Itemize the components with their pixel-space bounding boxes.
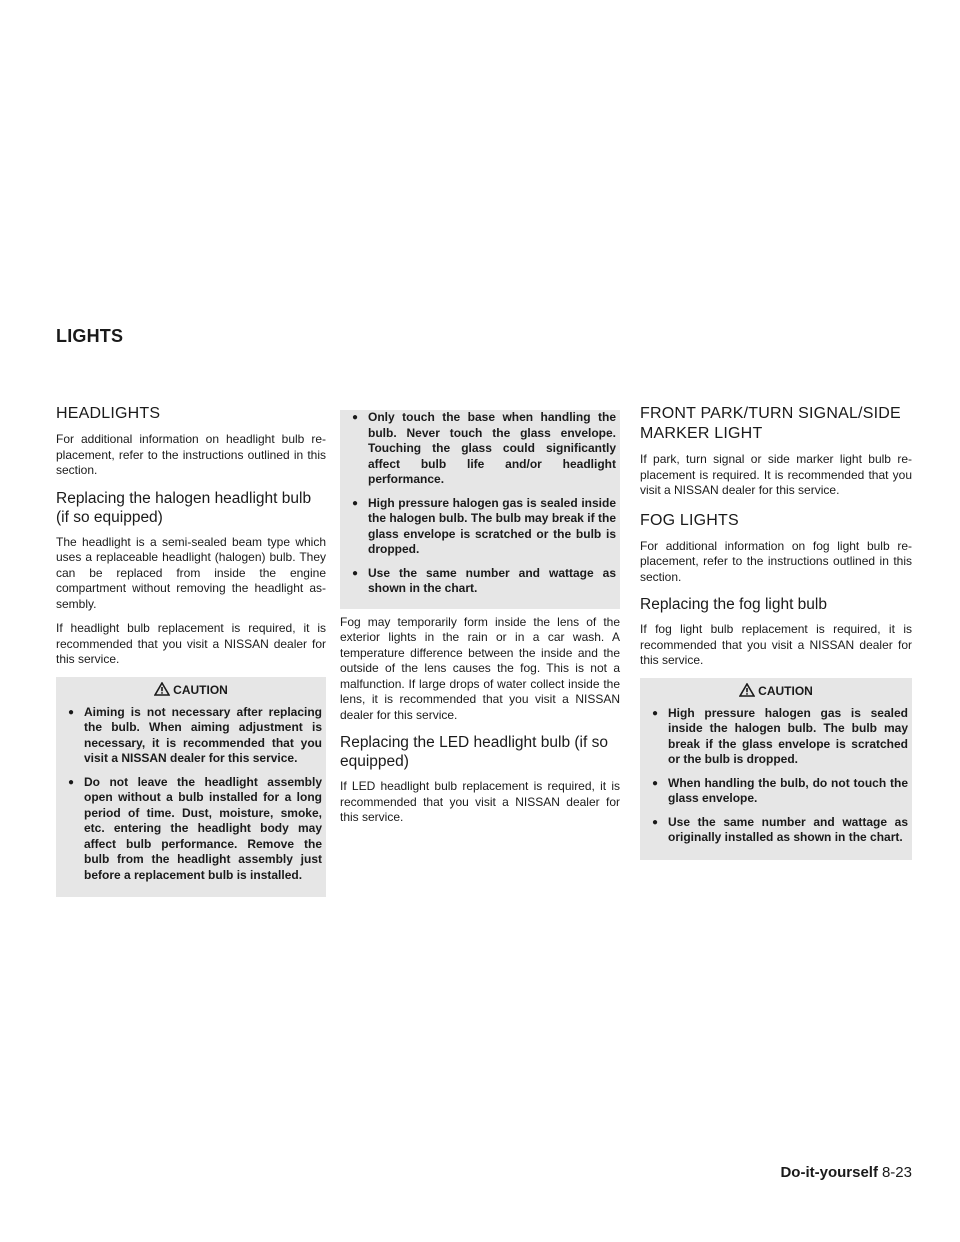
footer-section: Do-it-yourself xyxy=(780,1164,878,1181)
caution-list xyxy=(340,410,620,597)
page-footer xyxy=(780,1164,912,1181)
paragraph-headlights-intro: For additional information on headlight bulb re-placement, refer to the instructions outlined in this section. xyxy=(56,432,326,477)
paragraph-front-park: If park, turn signal or side marker light bulb re-placement is required. It is recommended that you visit a NISSAN dealer for this service. xyxy=(640,452,912,497)
caution-box-continued xyxy=(340,410,620,609)
column-1 xyxy=(56,404,326,897)
caution-item: ● Use the same number and wattage as shown in the chart. xyxy=(352,566,616,597)
paragraph-halogen-1: The headlight is a semi-sealed beam type which uses a replaceable headlight (halogen) bulb. They can be replaced from inside the engine compartment without removing the headlight as-sembly. xyxy=(56,534,326,611)
section-title: LIGHTS xyxy=(56,326,124,346)
heading-led-bulb: Replacing the LED headlight bulb (if so equipped) xyxy=(340,734,608,770)
caution-item: ● High pressure halogen gas is sealed inside the halogen bulb. The bulb may break if the glass envelope is scratched or the bulb is dropped. xyxy=(652,706,908,768)
caution-box-fog xyxy=(640,678,912,860)
caution-item: ● Only touch the base when handling the bulb. Never touch the glass envelope. Touching the glass could significantly affect bulb life and/or headlight performance. xyxy=(352,410,616,488)
caution-item: ● Use the same number and wattage as originally installed as shown in the chart. xyxy=(652,815,908,846)
page-number: 8-23 xyxy=(881,1164,912,1181)
caution-box-headlight xyxy=(56,677,326,898)
warning-icon xyxy=(739,683,755,701)
caution-item: ● Do not leave the headlight assembly open without a bulb installed for a long period of time. Dust, moisture, smoke, etc. entering the headlight body may affect bulb performance. Remove the bulb from the headlight assembly just before a replacement bulb is installed. xyxy=(68,775,322,884)
heading-fog-bulb: Replacing the fog light bulb xyxy=(640,596,827,613)
heading-fog-lights: FOG LIGHTS xyxy=(640,511,739,529)
heading-headlights: HEADLIGHTS xyxy=(56,405,161,422)
paragraph-fog: Fog may temporarily form inside the lens of the exterior lights in the rain or in a car wash. A temperature difference between the inside and the outside of the lens causes the fog. This is not a malfunction. If large drops of water collect inside the lens, it is recommended that you visit a NISSAN dealer for this service. xyxy=(340,614,620,722)
paragraph-fog-intro: For additional information on fog light bulb re-placement, refer to the instructions outlined in this section. xyxy=(640,538,912,584)
caution-header xyxy=(56,677,326,702)
column-3 xyxy=(640,404,912,860)
paragraph-halogen-2: If headlight bulb replacement is required, it is recommended that you visit a NISSAN dealer for this service. xyxy=(56,621,326,666)
caution-label: CAUTION xyxy=(173,682,228,697)
caution-item: ● Aiming is not necessary after replacing the bulb. When aiming adjustment is necessary, it is recommended that you visit a NISSAN dealer for this service. xyxy=(68,705,322,767)
caution-item: ● When handling the bulb, do not touch the glass envelope. xyxy=(652,776,908,807)
paragraph-led: If LED headlight bulb replacement is required, it is recommended that you visit a NISSAN dealer for this service. xyxy=(340,779,620,824)
column-2 xyxy=(340,410,620,835)
caution-label: CAUTION xyxy=(758,683,813,698)
paragraph-fog-bulb: If fog light bulb replacement is required, it is recommended that you visit a NISSAN dealer for this service. xyxy=(640,622,912,667)
caution-header xyxy=(640,678,912,703)
caution-item: ● High pressure halogen gas is sealed inside the halogen bulb. The bulb may break if the glass envelope is scratched or the bulb is dropped. xyxy=(352,496,616,558)
caution-list xyxy=(640,703,912,846)
heading-front-park: FRONT PARK/TURN SIGNAL/SIDE MARKER LIGHT xyxy=(640,405,901,442)
caution-list xyxy=(56,702,326,884)
heading-halogen-bulb: Replacing the halogen headlight bulb (if so equipped) xyxy=(56,489,312,526)
warning-icon xyxy=(154,682,170,700)
